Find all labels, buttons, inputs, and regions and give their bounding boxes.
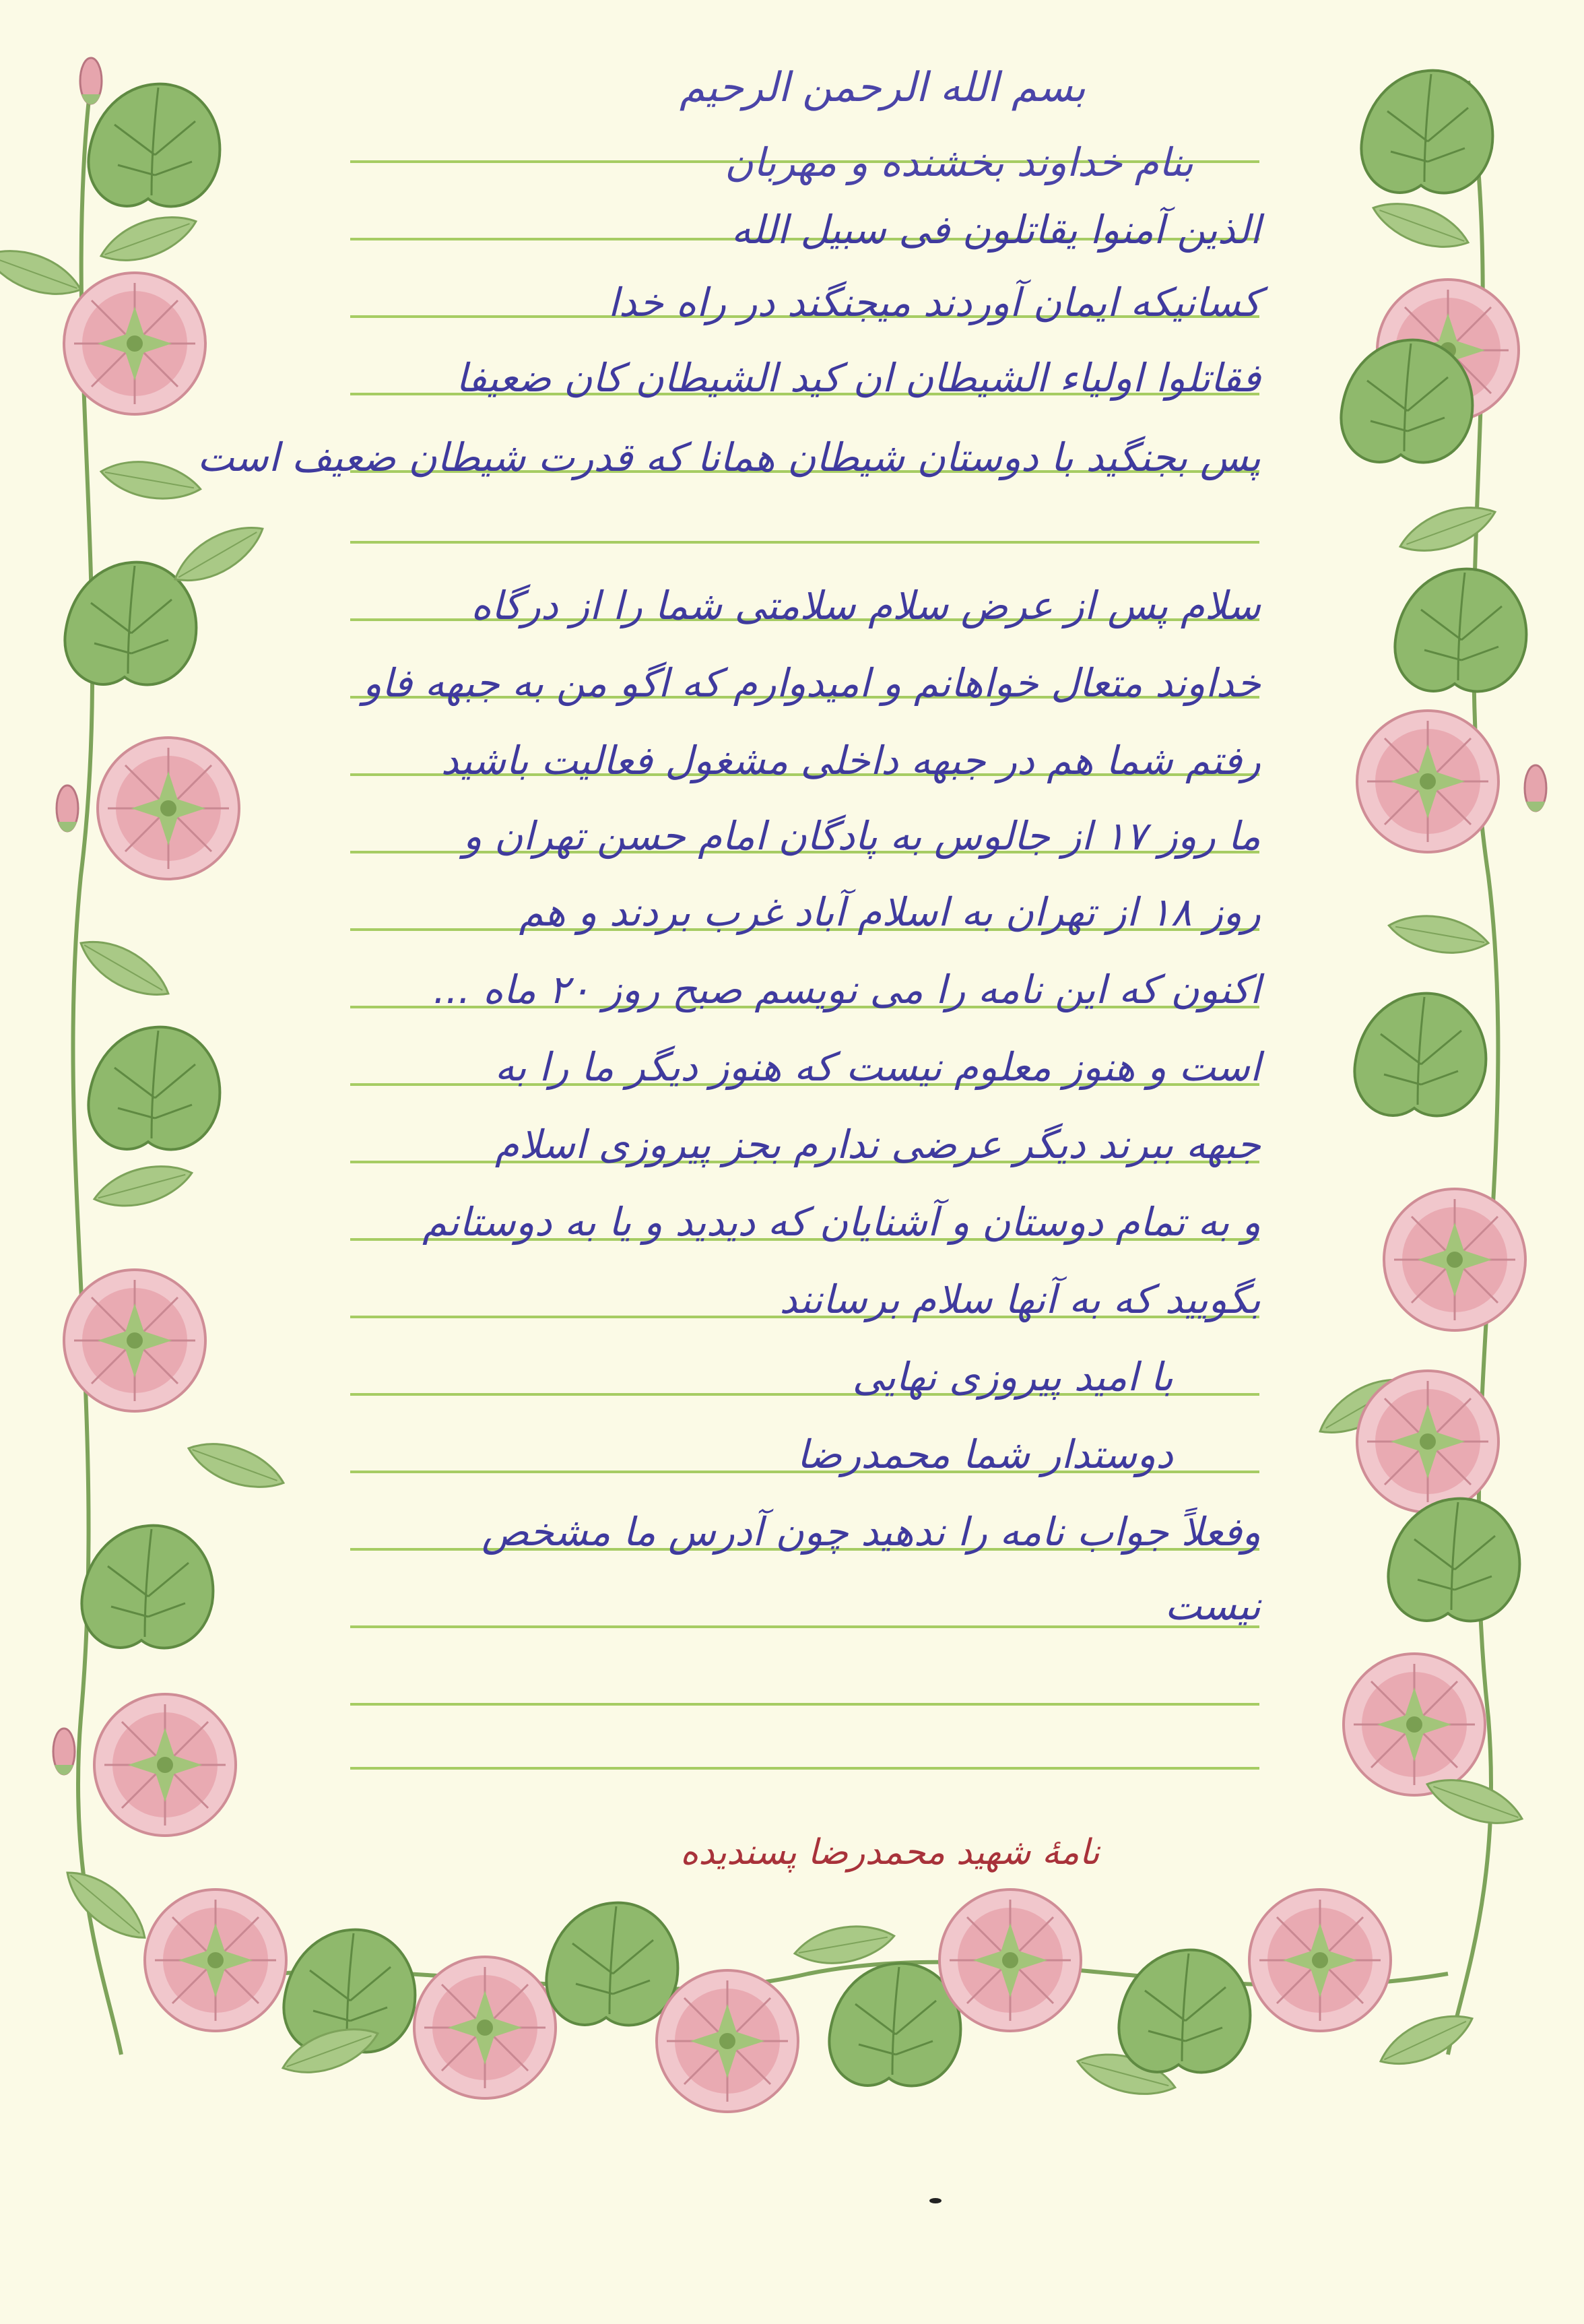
letter-line: خداوند متعال خواهانم و امیدوارم که اگو من به جبهه فاو: [362, 660, 1261, 706]
letter-line: و به تمام دوستان و آشنایان که دیدید و یا به دوستانم: [422, 1199, 1261, 1245]
letter-line: سلام پس از عرض سلام سلامتی شما را از درگاه: [471, 583, 1261, 628]
letter-line: پس بجنگید با دوستان شیطان همانا که قدرت شیطان ضعیف است: [197, 434, 1261, 480]
ink-speck: [929, 2198, 942, 2203]
bismillah-line: بسم الله الرحمن الرحیم: [679, 64, 1086, 111]
handwritten-letter: [61, 0, 1261, 2021]
letter-line: رفتم شما هم در جبهه داخلی مشغول فعالیت باشید: [440, 738, 1261, 783]
signature-line: دوستدار شما محمدرضا: [797, 1431, 1173, 1477]
letter-line: اکنون که این نامه را می نویسم صبح روز ۲۰ ماه ...: [433, 967, 1261, 1012]
letter-line: بگویید که به آنها سلام برسانند: [779, 1277, 1261, 1322]
letter-line: الذین آمنوا یقاتلون فی سبیل الله: [731, 207, 1261, 253]
letter-line: ما روز ۱۷ از جالوس به پادگان امام حسن تهران و: [463, 813, 1261, 859]
postscript-line: نیست: [1164, 1583, 1261, 1629]
letter-line: روز ۱۸ از تهران به اسلام آباد غرب بردند و هم: [519, 889, 1261, 935]
letter-line: جبهه ببرند دیگر عرضی ندارم بجز پیروزی اسلام: [494, 1122, 1261, 1167]
letter-line: است و هنوز معلوم نیست که هنوز دیگر ما را به: [494, 1044, 1261, 1090]
letter-caption: نامهٔ شهید محمدرضا پسندیده: [680, 1832, 1100, 1873]
letter-line: فقاتلوا اولیاء الشیطان ان کید الشیطان کان ضعیفا: [455, 355, 1261, 401]
letter-line: بنام خداوند بخشنده و مهربان: [725, 139, 1193, 185]
closing-line: با امید پیروزی نهایی: [852, 1354, 1173, 1400]
letter-line: کسانیکه ایمان آوردند میجنگند در راه خدا: [607, 280, 1261, 325]
postscript-line: وفعلاً جواب نامه را ندهید چون آدرس ما مشخص: [482, 1509, 1261, 1555]
